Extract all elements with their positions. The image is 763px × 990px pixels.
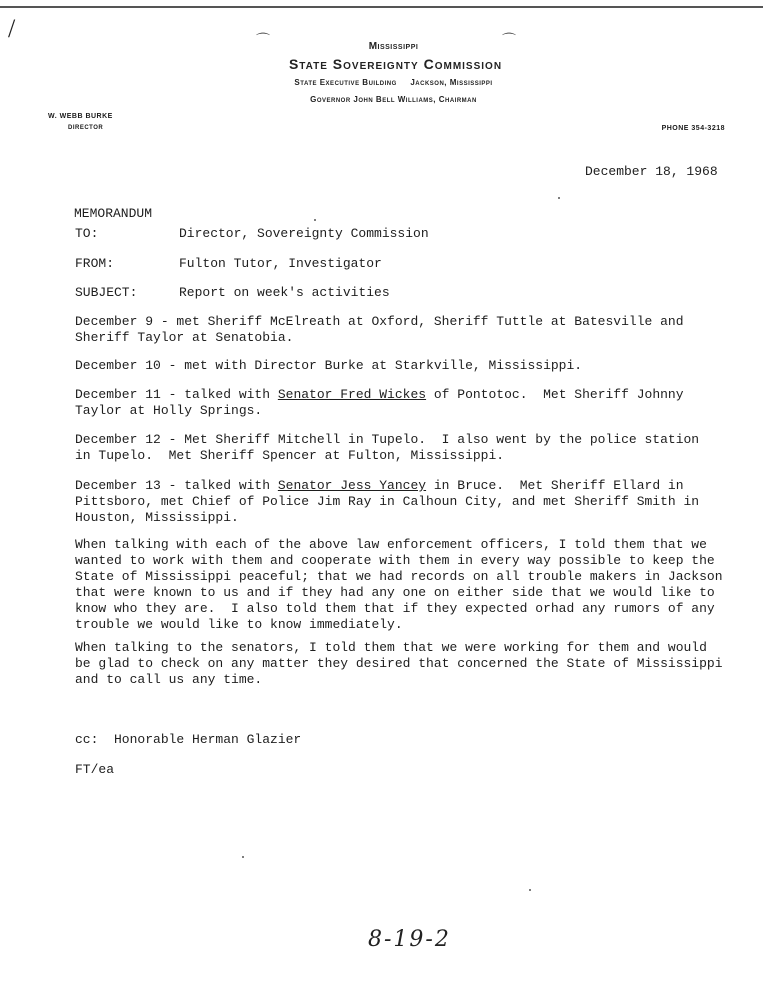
subject-label: SUBJECT: <box>75 285 138 300</box>
memo-heading: MEMORANDUM <box>74 206 153 221</box>
letterhead-flourish-left: ⌒ <box>256 33 270 49</box>
paragraph-dec-9: December 9 - met Sheriff McElreath at Oxford, Sheriff Tuttle at Batesville and Sheriff Taylor at Senatobia. <box>75 314 684 345</box>
letterhead-commission: State Sovereignty Commission <box>288 56 503 72</box>
director-title: DIRECTOR <box>68 125 104 131</box>
scan-speck <box>558 197 560 199</box>
paragraph-dec-11 <box>75 387 715 419</box>
from-value: Fulton Tutor, Investigator <box>179 256 382 271</box>
top-border-line <box>0 6 763 8</box>
handwritten-file-number: 8-19-2 <box>368 927 451 952</box>
paragraph-dec-10: December 10 - met with Director Burke at Starkville, Mississippi. <box>75 358 583 373</box>
dec-13-text-start: December 13 - talked with <box>75 478 278 493</box>
dec-11-text-end: of Pontotoc. Met Sheriff Johnny Taylor at Holly Springs. <box>75 387 684 418</box>
senator-yancey-name: Senator Jess Yancey <box>277 478 427 493</box>
scan-speck <box>314 219 316 221</box>
from-label: FROM: <box>75 256 115 271</box>
dec-11-text-start: December 11 - talked with <box>75 387 278 402</box>
director-name: W. WEBB BURKE <box>48 113 113 120</box>
paragraph-dec-13 <box>75 478 715 526</box>
senator-wickes-name: Senator Fred Wickes <box>277 387 427 402</box>
paragraph-senators: When talking to the senators, I told them that we were working for them and would be glad to check on any matter they desired that concerned the State of Mississippi and to call us any time. <box>75 640 723 687</box>
subject-value: Report on week's activities <box>179 285 390 300</box>
corner-pen-mark: / <box>8 14 16 43</box>
letterhead-state: Mississippi <box>368 41 419 52</box>
typist-initials: FT/ea <box>75 762 115 777</box>
letterhead-governor: Governor John Bell Williams, Chairman <box>310 95 477 104</box>
to-value: Director, Sovereignty Commission <box>179 226 429 241</box>
paragraph-dec-12: December 12 - Met Sheriff Mitchell in Tupelo. I also went by the police station in Tupelo. Met Sheriff Spencer at Fulton, Mississippi. <box>75 432 700 463</box>
memo-date: December 18, 1968 <box>585 164 718 179</box>
letterhead-address: State Executive Building Jackson, Mississippi <box>294 78 493 87</box>
letterhead-flourish-right: ⌒ <box>502 33 516 49</box>
scan-speck <box>242 856 244 858</box>
to-label: TO: <box>75 226 99 241</box>
paragraph-law-enforcement: When talking with each of the above law enforcement officers, I told them that we wanted to work with them and cooperate with them in every way possible to keep the State of Mississippi peaceful; that we had records on all trouble makers in Jackson that were known to us and if they had any one on either side that we would like to know who they are. I also told them that if they expected orhad any rumors of any trouble we would like to know immediately. <box>75 537 723 632</box>
phone-number: PHONE 354-3218 <box>661 125 725 132</box>
cc-line: cc: Honorable Herman Glazier <box>75 732 302 747</box>
dec-13-text-end: in Bruce. Met Sheriff Ellard in Pittsboro, met Chief of Police Jim Ray in Calhoun City, and met Sheriff Smith in Houston, Mississippi. <box>75 478 700 525</box>
scan-speck <box>529 889 531 891</box>
